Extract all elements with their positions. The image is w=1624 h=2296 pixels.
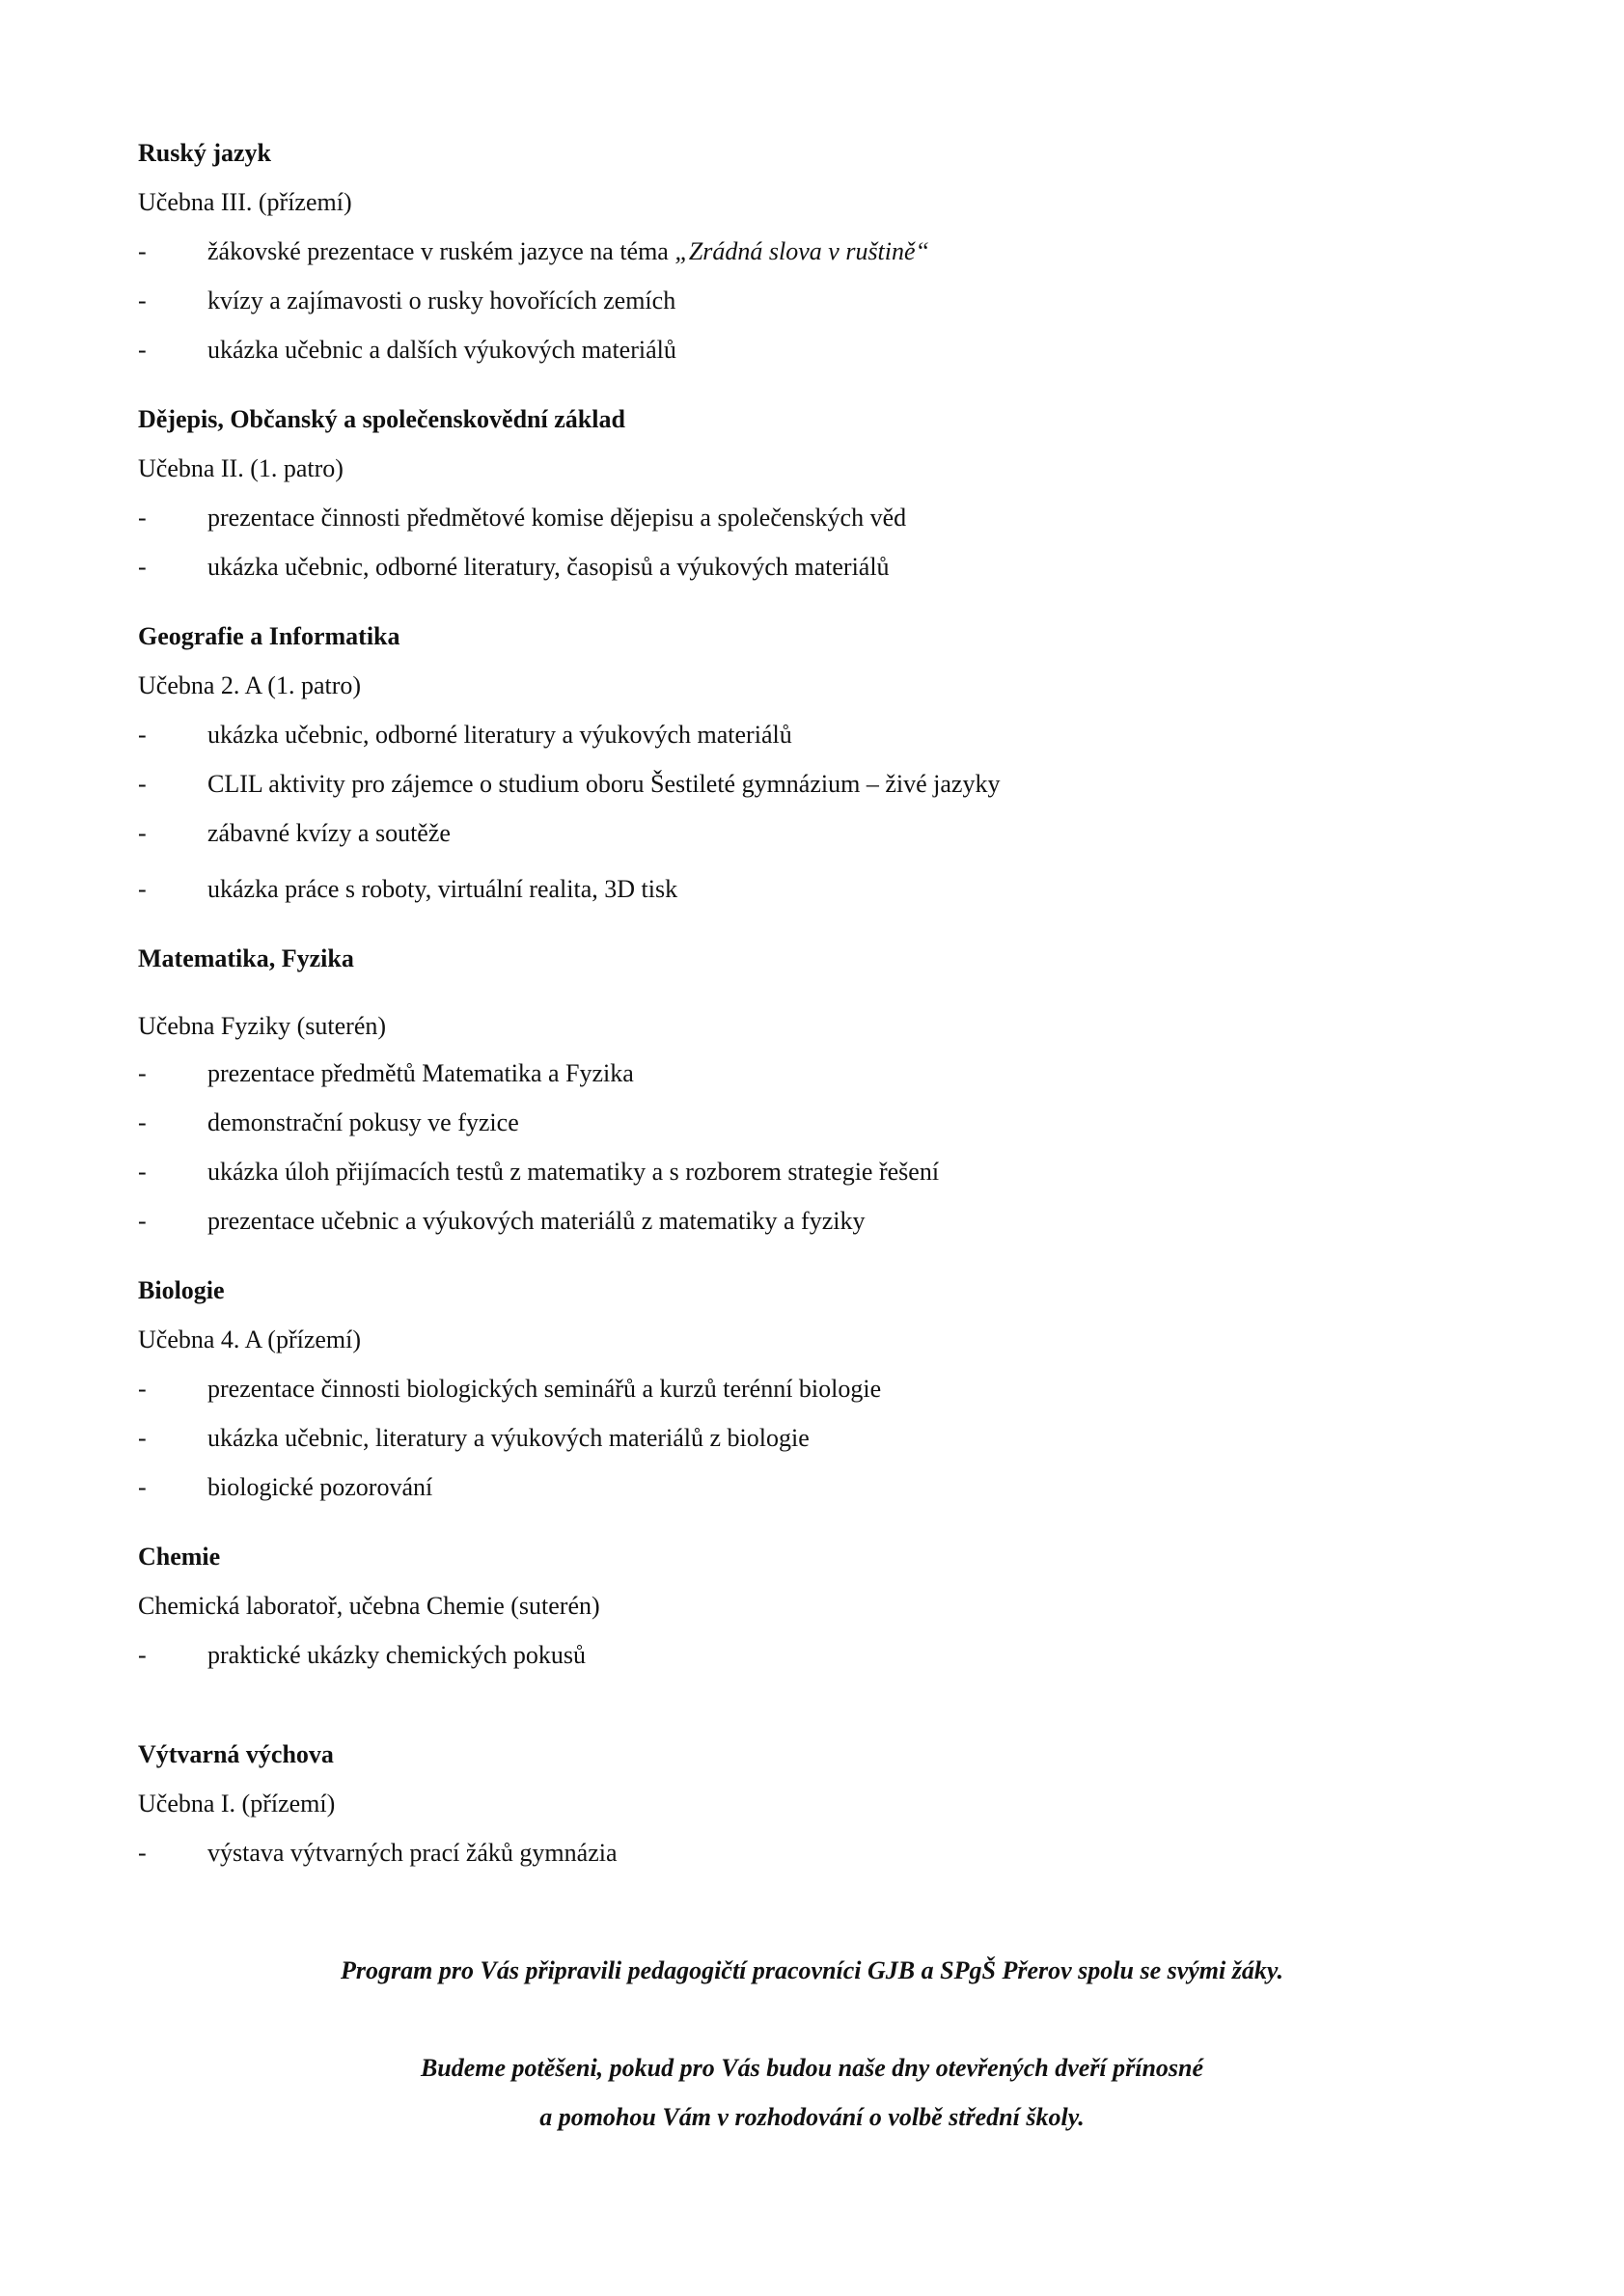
section-room-geography: Učebna 2. A (1. patro)	[138, 671, 362, 699]
list-item-italic: „Zrádná slova v ruštině“	[674, 237, 930, 265]
bullet-dash: -	[138, 875, 147, 903]
section-heading-russian: Ruský jazyk	[138, 139, 271, 167]
list-item-text: biologické pozorování	[207, 1473, 433, 1501]
footer-closing-line-2: a pomohou Vám v rozhodování o volbě střední školy.	[539, 2103, 1085, 2131]
section-room-art: Učebna I. (přízemí)	[138, 1790, 336, 1818]
bullet-dash: -	[138, 287, 147, 314]
section-heading-geography: Geografie a Informatika	[138, 622, 400, 650]
bullet-dash: -	[138, 770, 147, 798]
section-room-history: Učebna II. (1. patro)	[138, 454, 344, 482]
bullet-dash: -	[138, 1059, 147, 1087]
list-item-text: výstava výtvarných prací žáků gymnázia	[207, 1839, 618, 1867]
bullet-dash: -	[138, 1424, 147, 1452]
list-item-text: demonstrační pokusy ve fyzice	[207, 1108, 519, 1136]
section-room-russian: Učebna III. (přízemí)	[138, 188, 352, 216]
list-item-text: kvízy a zajímavosti o rusky hovořících zemích	[207, 287, 676, 314]
section-room-math-physics: Učebna Fyziky (suterén)	[138, 1012, 387, 1040]
footer-closing-line-1: Budeme potěšeni, pokud pro Vás budou naše dny otevřených dveří přínosné	[420, 2054, 1204, 2082]
list-item-text: prezentace činnosti předmětové komise dějepisu a společenských věd	[207, 504, 907, 532]
section-heading-history: Dějepis, Občanský a společenskovědní základ	[138, 405, 625, 433]
list-item-text: ukázka úloh přijímacích testů z matematiky a s rozborem strategie řešení	[207, 1158, 940, 1186]
bullet-dash: -	[138, 1641, 147, 1669]
section-heading-biology: Biologie	[138, 1276, 225, 1304]
list-item-text: zábavné kvízy a soutěže	[207, 819, 451, 847]
section-heading-art: Výtvarná výchova	[138, 1740, 334, 1768]
section-heading-chemistry: Chemie	[138, 1543, 221, 1571]
bullet-dash: -	[138, 1839, 147, 1867]
section-room-chemistry: Chemická laboratoř, učebna Chemie (suterén)	[138, 1592, 600, 1620]
list-item-text: prezentace činnosti biologických seminářů a kurzů terénní biologie	[207, 1375, 882, 1403]
list-item-text: prezentace učebnic a výukových materiálů z matematiky a fyziky	[207, 1207, 866, 1235]
list-item-text: praktické ukázky chemických pokusů	[207, 1641, 587, 1669]
list-item-text: prezentace předmětů Matematika a Fyzika	[207, 1059, 634, 1087]
list-item-text: CLIL aktivity pro zájemce o studium oboru Šestileté gymnázium – živé jazyky	[207, 770, 1001, 798]
bullet-dash: -	[138, 1108, 147, 1136]
footer-credit: Program pro Vás připravili pedagogičtí pracovníci GJB a SPgŠ Přerov spolu se svými žáky.	[341, 1956, 1283, 1984]
bullet-dash: -	[138, 1207, 147, 1235]
section-heading-math-physics: Matematika, Fyzika	[138, 944, 354, 972]
bullet-dash: -	[138, 1375, 147, 1403]
bullet-dash: -	[138, 819, 147, 847]
bullet-dash: -	[138, 553, 147, 581]
list-item-text: ukázka učebnic, odborné literatury, časopisů a výukových materiálů	[207, 553, 890, 581]
bullet-dash: -	[138, 1473, 147, 1501]
section-room-biology: Učebna 4. A (přízemí)	[138, 1326, 362, 1353]
list-item-text: ukázka učebnic, odborné literatury a výukových materiálů	[207, 721, 792, 749]
list-item-text: ukázka učebnic, literatury a výukových materiálů z biologie	[207, 1424, 810, 1452]
bullet-dash: -	[138, 504, 147, 532]
list-item-text: ukázka učebnic a dalších výukových materiálů	[207, 336, 676, 364]
list-item-text: ukázka práce s roboty, virtuální realita, 3D tisk	[207, 875, 678, 903]
bullet-dash: -	[138, 1158, 147, 1186]
bullet-dash: -	[138, 237, 147, 265]
bullet-dash: -	[138, 721, 147, 749]
list-item-text: žákovské prezentace v ruském jazyce na téma	[207, 237, 675, 265]
bullet-dash: -	[138, 336, 147, 364]
